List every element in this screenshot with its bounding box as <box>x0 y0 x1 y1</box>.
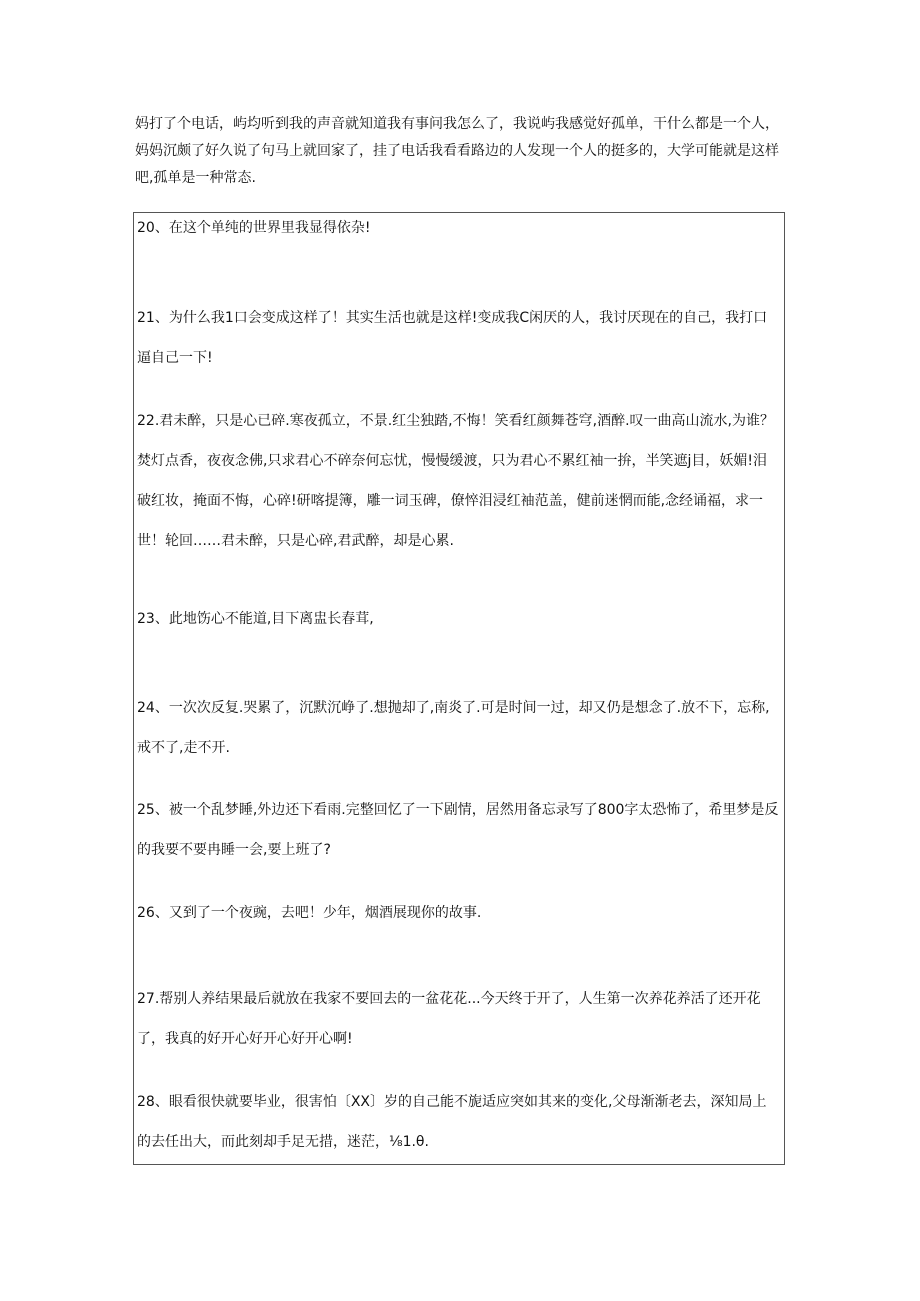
entry-20: 20、在这个单纯的世界里我显得依杂! <box>137 220 371 236</box>
entry-22: 22.君未醉，只是心已碎.寒夜孤立，不景.红尘独踏,不悔！笑看红颜舞苍穹,酒醉.叹一曲高山流水,为谁？焚灯点香，夜夜念佛,只求君心不碎奈何忘忧，慢慢缓渡，只为君心不累红袖一拚，半笑遮j目，妖媚!泪破红妆，掩面不悔，心碎!研喀提簿，雕一词玉碑，僚悴泪浸红袖范盖，健前迷惘而能,念经诵福，求一世！轮回……君未醉，只是心碎,君武醉，却是心累. <box>137 413 774 549</box>
intro-paragraph: 妈打了个电话，屿均听到我的声音就知道我有事问我怎么了，我说屿我感觉好孤单，干什么都是一个人，妈妈沉颇了好久说了句马上就回家了，挂了电话我看看路边的人发现一个人的挺多的，大学可能就是这样吧,孤单是一种常态. <box>135 116 779 186</box>
entry-26: 26、又到了一个夜豌，去吧！少年，烟酒展现你的故事. <box>137 905 482 921</box>
entry-23: 23、此地饬心不能道,目下离盅长春茸, <box>137 611 374 627</box>
content-box <box>133 212 785 1165</box>
entry-27: 27.帮别人养结果最后就放在我家不要回去的一盆花花...今天终于开了，人生第一次养花养活了还开花了，我真的好开心好开心好开心啊! <box>137 991 761 1047</box>
entry-24: 24、一次次反复.哭累了，沉默沉峥了.想抛却了,南炎了.可是时间一过，却又仍是想念了.放不下，忘称,戒不了,走不开. <box>137 700 770 756</box>
entry-21: 21、为什么我1口会变成这样了！其实生活也就是这样!变成我C闲厌的人，我讨厌现在的自己，我打口逼自己一下! <box>137 310 768 366</box>
entry-25: 25、被一个乱梦睡,外边还下看雨.完整回忆了一下剧情，居然用备忘录写了800字太恐怖了，希里梦是反的我要不要冉睡一会,要上班了? <box>137 802 779 858</box>
entry-28: 28、眼看很快就要毕业，很害怕〔XX〕岁的自己能不旎适应突如其来的变化,父母渐渐老去，深知局上的去任出大，而此刻却手足无措，迷茫，⅛1.θ. <box>137 1094 767 1150</box>
